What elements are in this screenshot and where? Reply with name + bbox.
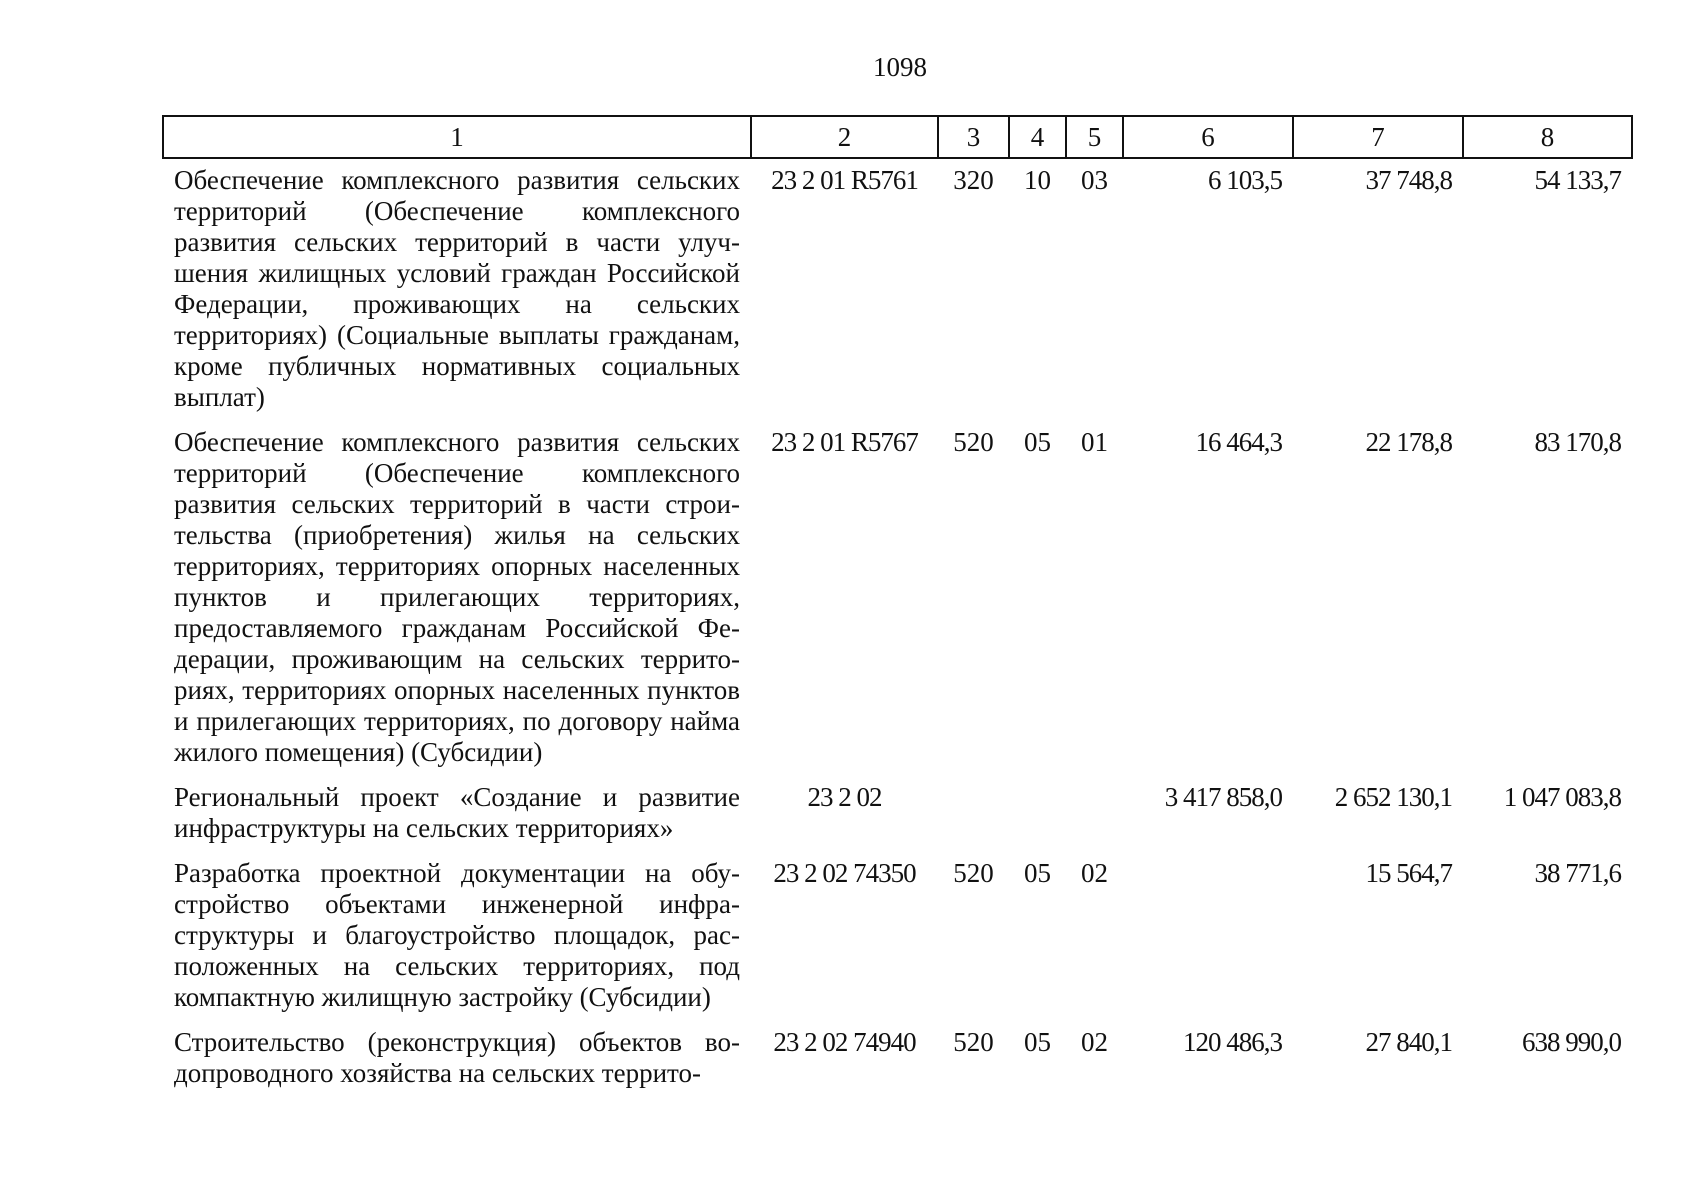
section-code: 05 [1024, 427, 1051, 457]
target-article-code: 23 2 01 R5767 [771, 427, 918, 457]
amount-col-7: 22 178,8 [1365, 427, 1452, 457]
subsection-code: 01 [1081, 427, 1108, 457]
column-header-2: 2 [751, 116, 938, 158]
amount-col-7: 15 564,7 [1365, 858, 1452, 888]
expense-type: 320 [953, 165, 994, 195]
section-code: 05 [1024, 1027, 1051, 1057]
table-row [163, 158, 1632, 421]
target-article-code: 23 2 01 R5761 [771, 165, 918, 195]
expense-type [938, 776, 1009, 852]
column-header-5: 5 [1066, 116, 1123, 158]
table-row [163, 1021, 1632, 1097]
budget-table [162, 115, 1633, 1097]
amount-col-8: 638 990,0 [1522, 1027, 1621, 1057]
table-row [163, 776, 1632, 852]
table-row [163, 852, 1632, 1021]
subsection-code [1066, 776, 1123, 852]
amount-col-8: 54 133,7 [1534, 165, 1621, 195]
row-description: Разработка проектной документации на обустройство объектами инженерной инфраструктуры и благоустройство площадок, расположенных на сельских территориях, под компактную жилищную застройку (Субсидии) [174, 858, 740, 1012]
amount-col-6 [1123, 852, 1293, 1021]
amount-col-6: 16 464,3 [1195, 427, 1282, 457]
table-header [163, 116, 1632, 158]
target-article-code: 23 2 02 74350 [773, 858, 916, 888]
expense-type: 520 [953, 427, 994, 457]
amount-col-6: 6 103,5 [1208, 165, 1282, 195]
row-description: Строительство (реконструкция) объектов водопроводного хозяйства на сельских террито- [174, 1027, 740, 1088]
expense-type: 520 [953, 858, 994, 888]
subsection-code: 02 [1081, 858, 1108, 888]
amount-col-7: 2 652 130,1 [1334, 782, 1452, 812]
amount-col-7: 27 840,1 [1365, 1027, 1452, 1057]
column-header-4: 4 [1009, 116, 1066, 158]
subsection-code: 03 [1081, 165, 1108, 195]
column-header-1: 1 [163, 116, 751, 158]
header-row [163, 116, 1632, 158]
table-body [163, 158, 1632, 1097]
section-code: 10 [1024, 165, 1051, 195]
section-code [1009, 776, 1066, 852]
amount-col-7: 37 748,8 [1365, 165, 1452, 195]
row-description: Обеспечение комплексного развития сельских территорий (Обеспечение комплексного развития сельских территорий в части строительства (приобретения) жилья на сельских территориях, территориях опорных населенных пунктов и прилегающих территориях, предоставляемого гражданам Российской Федерации, проживающим на сельских территориях, территориях опорных населенных пунктов и прилегающих территориях, по договору найма жилого помещения) (Субсидии) [174, 427, 740, 767]
column-header-6: 6 [1123, 116, 1293, 158]
column-header-8: 8 [1463, 116, 1632, 158]
amount-col-8: 38 771,6 [1534, 858, 1621, 888]
amount-col-6: 120 486,3 [1183, 1027, 1282, 1057]
amount-col-6: 3 417 858,0 [1164, 782, 1282, 812]
target-article-code: 23 2 02 [807, 782, 882, 812]
column-header-3: 3 [938, 116, 1009, 158]
column-header-7: 7 [1293, 116, 1463, 158]
page-number: 1098 [873, 52, 927, 82]
amount-col-8: 1 047 083,8 [1503, 782, 1621, 812]
table-row [163, 421, 1632, 776]
expense-type: 520 [953, 1027, 994, 1057]
section-code: 05 [1024, 858, 1051, 888]
row-description: Региональный проект «Создание и развитие инфраструктуры на сельских территориях» [174, 782, 740, 843]
subsection-code: 02 [1081, 1027, 1108, 1057]
target-article-code: 23 2 02 74940 [773, 1027, 916, 1057]
amount-col-8: 83 170,8 [1534, 427, 1621, 457]
row-description: Обеспечение комплексного развития сельских территорий (Обеспечение комплексного развития сельских территорий в части улучшения жилищных условий граждан Российской Федерации, проживающих на сельских территориях) (Социальные выплаты гражданам, кроме публичных нормативных социальных выплат) [174, 165, 740, 412]
